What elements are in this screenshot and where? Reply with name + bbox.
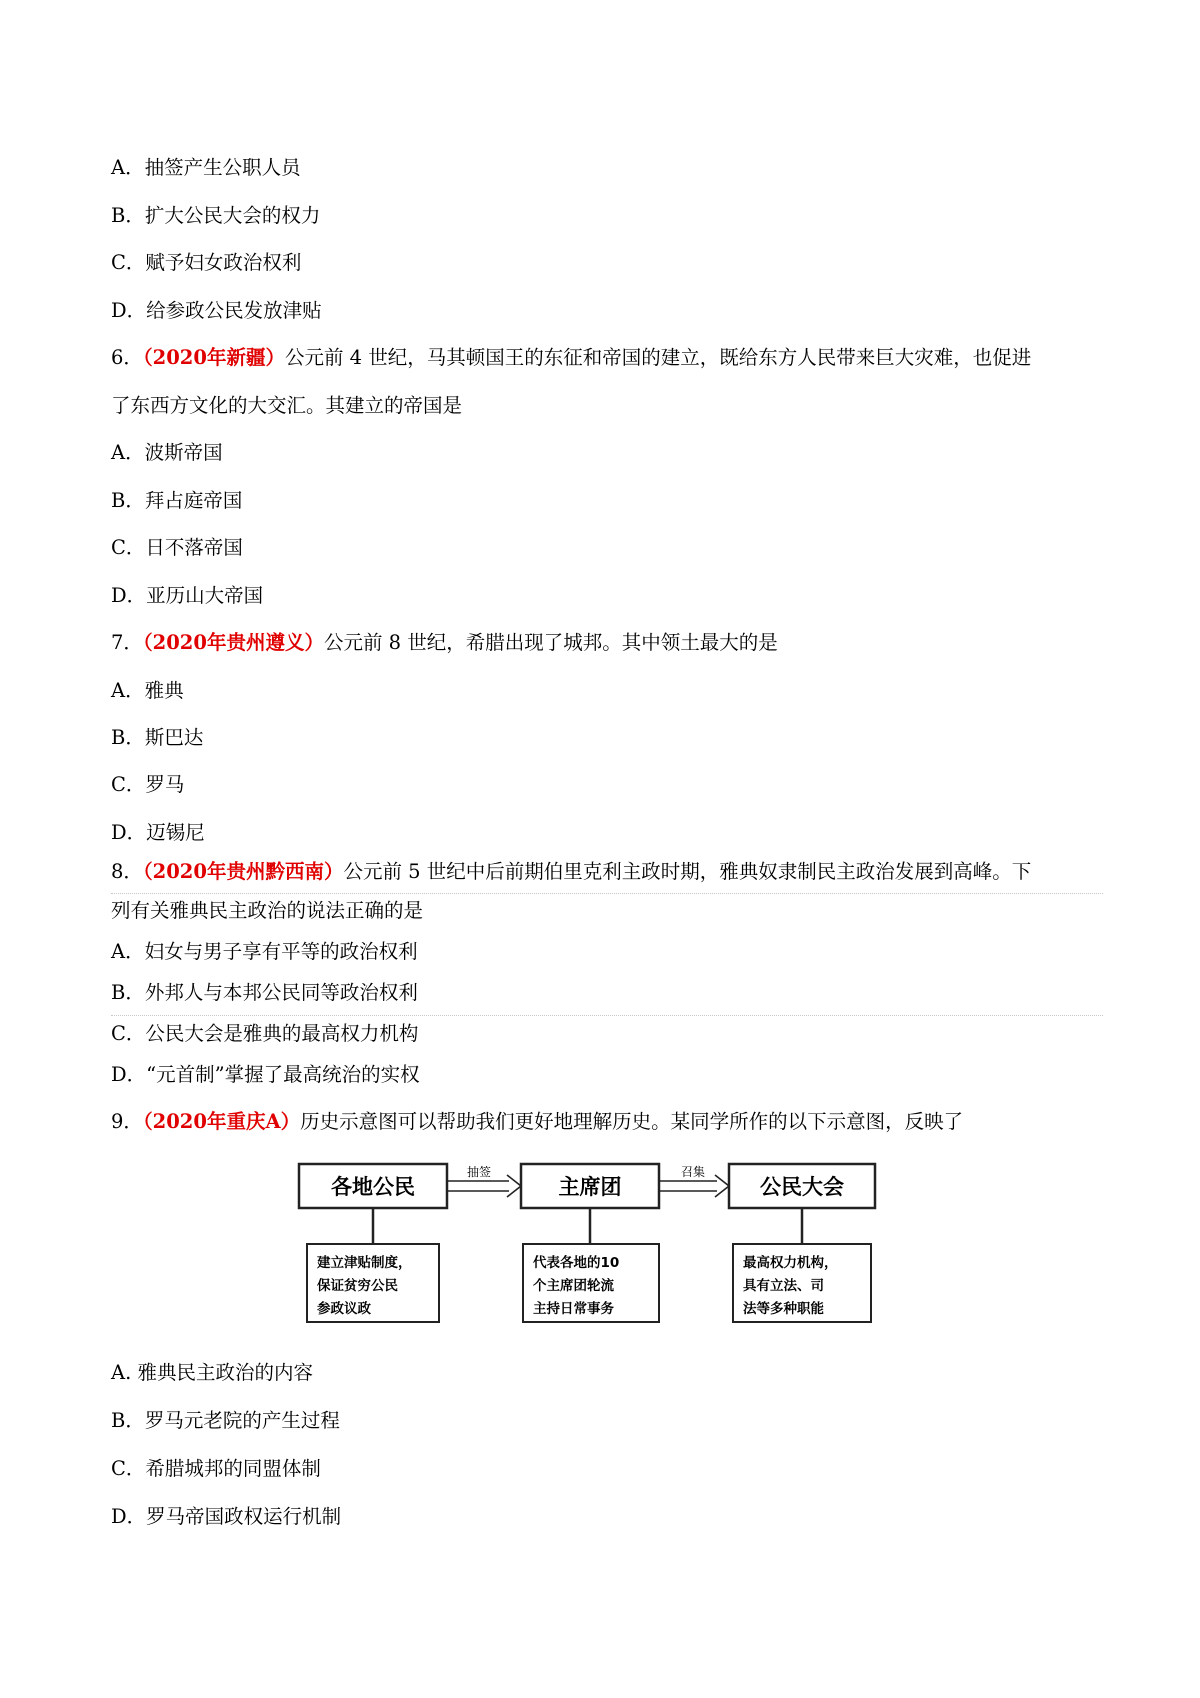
q7-stem: 7．（2020年贵州遵义）公元前 8 世纪，希腊出现了城邦。其中领土最大的是 (111, 631, 778, 654)
q8-stem-continued: 列有关雅典民主政治的说法正确的是 (111, 899, 424, 922)
q9-option-c: C．希腊城邦的同盟体制 (111, 1457, 321, 1480)
note-presidium (523, 1244, 659, 1322)
q8-option-c: C．公民大会是雅典的最高权力机构 (111, 1022, 419, 1045)
q9-number: 9． (111, 1110, 143, 1133)
dotted-divider (111, 893, 1103, 894)
svg-text:具有立法、司: 具有立法、司 (743, 1278, 824, 1294)
q7-option-a: A．雅典 (111, 679, 184, 702)
q8-option-d: D．“元首制”掌握了最高统治的实权 (111, 1063, 420, 1086)
q6-option-b: B．拜占庭帝国 (111, 489, 243, 512)
svg-text:主持日常事务: 主持日常事务 (533, 1301, 614, 1317)
box-assembly-title: 公民大会 (760, 1175, 844, 1199)
svg-text:法等多种职能: 法等多种职能 (743, 1301, 824, 1317)
note-citizens (307, 1244, 439, 1322)
q7-option-b: B．斯巴达 (111, 726, 204, 749)
q5-option-b: B．扩大公民大会的权力 (111, 204, 321, 227)
q6-source: （2020年新疆） (142, 346, 285, 369)
q5-option-c: C．赋予妇女政治权利 (111, 251, 302, 274)
note-assembly (733, 1244, 871, 1322)
box-presidium (521, 1164, 659, 1208)
q6-option-d: D．亚历山大帝国 (111, 584, 264, 607)
q8-number: 8． (111, 860, 143, 883)
svg-text:保证贫穷公民: 保证贫穷公民 (317, 1278, 398, 1294)
q8-option-a: A．妇女与男子享有平等的政治权利 (111, 940, 418, 963)
q7-option-d: D．迈锡尼 (111, 821, 205, 844)
arrow-convene-label: 召集 (680, 1165, 706, 1179)
arrow-lottery (447, 1164, 521, 1197)
q8-source: （2020年贵州黔西南） (142, 860, 344, 883)
q9-source: （2020年重庆A） (142, 1110, 301, 1133)
q6-stem: 6．（2020年新疆）公元前 4 世纪，马其顿国王的东征和帝国的建立，既给东方人民带来巨大灾难，也促进 (111, 346, 1032, 369)
q7-option-c: C．罗马 (111, 773, 185, 796)
flow-diagram (297, 1162, 917, 1334)
q7-source: （2020年贵州遵义） (142, 631, 324, 654)
box-presidium-title: 主席团 (558, 1175, 622, 1199)
box-citizens-title: 各地公民 (331, 1175, 415, 1199)
dotted-divider (111, 1015, 1103, 1016)
svg-text:建立津贴制度，: 建立津贴制度， (317, 1255, 412, 1271)
arrow-convene (659, 1164, 729, 1197)
q7-number: 7． (111, 631, 143, 654)
q9-option-d: D．罗马帝国政权运行机制 (111, 1505, 342, 1528)
q6-stem-continued: 了东西方文化的大交汇。其建立的帝国是 (111, 394, 463, 417)
svg-text:个主席团轮流: 个主席团轮流 (533, 1278, 614, 1294)
arrow-lottery-label: 抽签 (466, 1165, 492, 1179)
box-citizens (299, 1164, 447, 1208)
q9-option-a: A. 雅典民主政治的内容 (111, 1361, 313, 1384)
q5-option-a: A．抽签产生公职人员 (111, 156, 301, 179)
svg-text:代表各地的10: 代表各地的10 (533, 1255, 620, 1271)
q8-stem: 8．（2020年贵州黔西南）公元前 5 世纪中后前期伯里克利主政时期，雅典奴隶制民主政治发展到高峰。下 (111, 860, 1032, 883)
svg-text:参政议政: 参政议政 (317, 1301, 371, 1317)
q8-option-b: B．外邦人与本邦公民同等政治权利 (111, 981, 418, 1004)
q6-option-a: A．波斯帝国 (111, 441, 223, 464)
svg-text:最高权力机构，: 最高权力机构， (743, 1255, 838, 1271)
q9-option-b: B．罗马元老院的产生过程 (111, 1409, 340, 1432)
q5-option-d: D．给参政公民发放津贴 (111, 299, 322, 322)
box-assembly (729, 1164, 875, 1208)
q9-stem: 9．（2020年重庆A）历史示意图可以帮助我们更好地理解历史。某同学所作的以下示意图，反映了 (111, 1110, 964, 1133)
q6-option-c: C．日不落帝国 (111, 536, 243, 559)
q6-number: 6． (111, 346, 143, 369)
